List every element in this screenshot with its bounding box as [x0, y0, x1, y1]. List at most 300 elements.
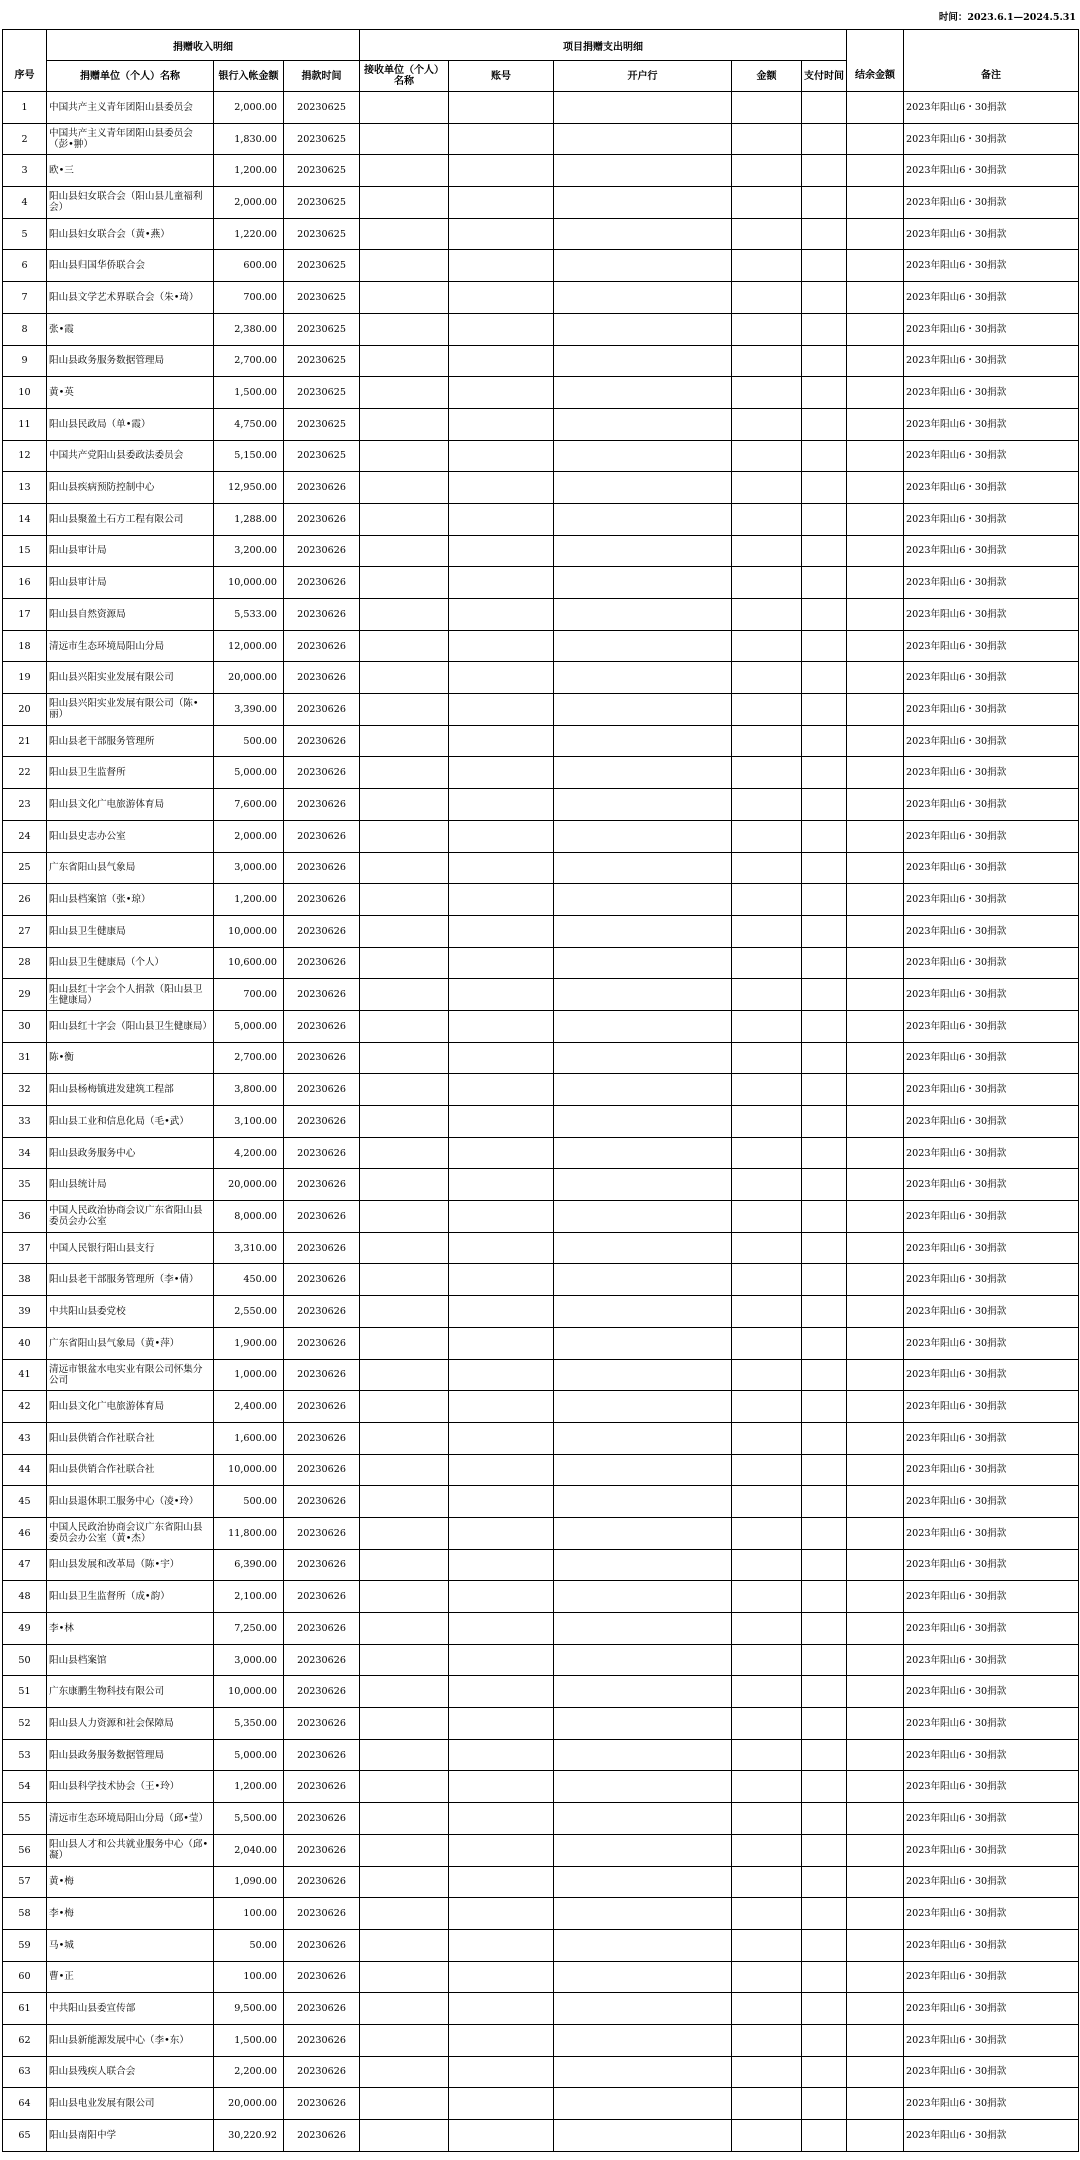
cell-donor: 阳山县档案馆（张•琼）	[47, 884, 214, 916]
cell-date: 20230626	[284, 789, 360, 821]
cell-balance	[847, 789, 904, 821]
cell-seq: 30	[3, 1010, 47, 1042]
cell-note: 2023年阳山6・30捐款	[904, 503, 1079, 535]
cell-amount: 1,090.00	[214, 1866, 284, 1898]
cell-account	[449, 218, 554, 250]
cell-donor: 阳山县政务服务中心	[47, 1137, 214, 1169]
cell-note: 2023年阳山6・30捐款	[904, 820, 1079, 852]
cell-account	[449, 313, 554, 345]
cell-balance	[847, 884, 904, 916]
cell-note: 2023年阳山6・30捐款	[904, 377, 1079, 409]
cell-exp-amount	[732, 1391, 802, 1423]
cell-bank	[554, 2024, 732, 2056]
cell-date: 20230626	[284, 1296, 360, 1328]
cell-amount: 30,220.92	[214, 2120, 284, 2152]
cell-balance	[847, 820, 904, 852]
cell-recipient	[360, 535, 449, 567]
cell-note: 2023年阳山6・30捐款	[904, 1803, 1079, 1835]
cell-seq: 21	[3, 725, 47, 757]
cell-bank	[554, 250, 732, 282]
cell-recipient	[360, 1391, 449, 1423]
cell-pay-time	[802, 1391, 847, 1423]
cell-account	[449, 789, 554, 821]
donation-sheet	[2, 6, 1078, 2152]
cell-donor: 阳山县兴阳实业发展有限公司（陈•丽）	[47, 694, 214, 726]
cell-balance	[847, 1232, 904, 1264]
cell-balance	[847, 757, 904, 789]
cell-balance	[847, 1359, 904, 1391]
cell-seq: 32	[3, 1074, 47, 1106]
cell-date: 20230626	[284, 1486, 360, 1518]
cell-pay-time	[802, 1359, 847, 1391]
cell-amount: 2,700.00	[214, 1042, 284, 1074]
cell-seq: 17	[3, 599, 47, 631]
cell-bank	[554, 282, 732, 314]
cell-recipient	[360, 757, 449, 789]
cell-date: 20230626	[284, 1359, 360, 1391]
cell-amount: 100.00	[214, 1898, 284, 1930]
cell-seq: 41	[3, 1359, 47, 1391]
cell-bank	[554, 1644, 732, 1676]
cell-balance	[847, 630, 904, 662]
cell-seq: 29	[3, 979, 47, 1011]
cell-amount: 1,200.00	[214, 155, 284, 187]
cell-seq: 23	[3, 789, 47, 821]
cell-amount: 12,000.00	[214, 630, 284, 662]
cell-recipient	[360, 1613, 449, 1645]
cell-account	[449, 1042, 554, 1074]
cell-seq: 49	[3, 1613, 47, 1645]
cell-note: 2023年阳山6・30捐款	[904, 915, 1079, 947]
cell-pay-time	[802, 1010, 847, 1042]
table-row	[3, 567, 1079, 599]
cell-note: 2023年阳山6・30捐款	[904, 313, 1079, 345]
cell-seq: 8	[3, 313, 47, 345]
cell-exp-amount	[732, 2056, 802, 2088]
cell-amount: 2,200.00	[214, 2056, 284, 2088]
table-row	[3, 1454, 1079, 1486]
cell-amount: 5,000.00	[214, 1010, 284, 1042]
cell-seq: 13	[3, 472, 47, 504]
cell-amount: 1,600.00	[214, 1422, 284, 1454]
cell-exp-amount	[732, 1929, 802, 1961]
cell-date: 20230625	[284, 250, 360, 282]
cell-bank	[554, 1010, 732, 1042]
cell-amount: 12,950.00	[214, 472, 284, 504]
table-row	[3, 1296, 1079, 1328]
cell-note: 2023年阳山6・30捐款	[904, 757, 1079, 789]
cell-seq: 48	[3, 1581, 47, 1613]
cell-donor: 中国共产主义青年团阳山县委员会	[47, 92, 214, 124]
cell-note: 2023年阳山6・30捐款	[904, 852, 1079, 884]
cell-amount: 500.00	[214, 725, 284, 757]
cell-seq: 3	[3, 155, 47, 187]
cell-donor: 阳山县退休职工服务中心（凌•玲）	[47, 1486, 214, 1518]
table-row	[3, 187, 1079, 219]
cell-amount: 5,150.00	[214, 440, 284, 472]
cell-date: 20230626	[284, 1549, 360, 1581]
cell-date: 20230626	[284, 915, 360, 947]
cell-bank	[554, 630, 732, 662]
cell-seq: 9	[3, 345, 47, 377]
cell-note: 2023年阳山6・30捐款	[904, 123, 1079, 155]
cell-recipient	[360, 155, 449, 187]
cell-seq: 34	[3, 1137, 47, 1169]
cell-donor: 中国人民政治协商会议广东省阳山县委员会办公室（黄•杰）	[47, 1517, 214, 1549]
cell-seq: 19	[3, 662, 47, 694]
cell-pay-time	[802, 250, 847, 282]
cell-balance	[847, 567, 904, 599]
cell-exp-amount	[732, 250, 802, 282]
cell-bank	[554, 1201, 732, 1233]
cell-seq: 12	[3, 440, 47, 472]
cell-donor: 阳山县自然资源局	[47, 599, 214, 631]
cell-exp-amount	[732, 218, 802, 250]
cell-seq: 10	[3, 377, 47, 409]
cell-account	[449, 2088, 554, 2120]
table-row	[3, 1708, 1079, 1740]
cell-balance	[847, 1708, 904, 1740]
cell-donor: 中国人民银行阳山县支行	[47, 1232, 214, 1264]
cell-amount: 7,250.00	[214, 1613, 284, 1645]
cell-amount: 5,000.00	[214, 757, 284, 789]
cell-exp-amount	[732, 1106, 802, 1138]
cell-note: 2023年阳山6・30捐款	[904, 282, 1079, 314]
cell-amount: 1,200.00	[214, 1771, 284, 1803]
cell-exp-amount	[732, 820, 802, 852]
cell-bank	[554, 1803, 732, 1835]
cell-exp-amount	[732, 472, 802, 504]
cell-recipient	[360, 1454, 449, 1486]
cell-donor: 阳山县统计局	[47, 1169, 214, 1201]
cell-note: 2023年阳山6・30捐款	[904, 2056, 1079, 2088]
cell-account	[449, 820, 554, 852]
table-body	[3, 92, 1079, 2152]
cell-account	[449, 123, 554, 155]
cell-balance	[847, 1264, 904, 1296]
cell-account	[449, 884, 554, 916]
cell-donor: 中国共产党阳山县委政法委员会	[47, 440, 214, 472]
table-row	[3, 123, 1079, 155]
cell-pay-time	[802, 1803, 847, 1835]
cell-donor: 阳山县妇女联合会（阳山县儿童福利会）	[47, 187, 214, 219]
cell-balance	[847, 1929, 904, 1961]
cell-pay-time	[802, 789, 847, 821]
cell-donor: 阳山县聚盈土石方工程有限公司	[47, 503, 214, 535]
cell-balance	[847, 408, 904, 440]
cell-date: 20230626	[284, 1771, 360, 1803]
cell-amount: 1,830.00	[214, 123, 284, 155]
table-row	[3, 757, 1079, 789]
cell-exp-amount	[732, 1296, 802, 1328]
cell-exp-amount	[732, 567, 802, 599]
cell-amount: 1,200.00	[214, 884, 284, 916]
cell-amount: 5,533.00	[214, 599, 284, 631]
cell-note: 2023年阳山6・30捐款	[904, 187, 1079, 219]
cell-seq: 57	[3, 1866, 47, 1898]
cell-bank	[554, 535, 732, 567]
cell-exp-amount	[732, 789, 802, 821]
cell-seq: 61	[3, 1993, 47, 2025]
table-row	[3, 377, 1079, 409]
cell-balance	[847, 123, 904, 155]
cell-balance	[847, 472, 904, 504]
cell-recipient	[360, 1898, 449, 1930]
cell-date: 20230626	[284, 1898, 360, 1930]
cell-date: 20230626	[284, 1517, 360, 1549]
cell-bank	[554, 1613, 732, 1645]
cell-account	[449, 535, 554, 567]
cell-donor: 阳山县人才和公共就业服务中心（邱•凝）	[47, 1834, 214, 1866]
time-range-label: 时间：2023.6.1—2024.5.31	[938, 12, 1076, 23]
table-row	[3, 1644, 1079, 1676]
cell-pay-time	[802, 662, 847, 694]
cell-account	[449, 345, 554, 377]
cell-bank	[554, 155, 732, 187]
table-row	[3, 250, 1079, 282]
cell-donor: 阳山县老干部服务管理所（李•倩）	[47, 1264, 214, 1296]
cell-bank	[554, 1676, 732, 1708]
cell-bank	[554, 725, 732, 757]
cell-bank	[554, 1232, 732, 1264]
cell-bank	[554, 820, 732, 852]
cell-donor: 阳山县发展和改革局（陈•宇）	[47, 1549, 214, 1581]
cell-note: 2023年阳山6・30捐款	[904, 1517, 1079, 1549]
cell-balance	[847, 440, 904, 472]
cell-bank	[554, 2056, 732, 2088]
cell-bank	[554, 1898, 732, 1930]
cell-bank	[554, 1834, 732, 1866]
cell-recipient	[360, 1201, 449, 1233]
header-blank-note	[904, 30, 1079, 61]
cell-amount: 11,800.00	[214, 1517, 284, 1549]
cell-amount: 4,750.00	[214, 408, 284, 440]
cell-recipient	[360, 1581, 449, 1613]
cell-account	[449, 1486, 554, 1518]
table-row	[3, 1042, 1079, 1074]
cell-donor: 李•梅	[47, 1898, 214, 1930]
cell-recipient	[360, 377, 449, 409]
cell-exp-amount	[732, 1739, 802, 1771]
cell-pay-time	[802, 377, 847, 409]
cell-note: 2023年阳山6・30捐款	[904, 1137, 1079, 1169]
cell-date: 20230626	[284, 1391, 360, 1423]
cell-seq: 47	[3, 1549, 47, 1581]
cell-bank	[554, 694, 732, 726]
cell-note: 2023年阳山6・30捐款	[904, 1201, 1079, 1233]
cell-seq: 2	[3, 123, 47, 155]
cell-amount: 10,000.00	[214, 1676, 284, 1708]
cell-balance	[847, 1296, 904, 1328]
cell-date: 20230626	[284, 599, 360, 631]
cell-amount: 2,380.00	[214, 313, 284, 345]
cell-note: 2023年阳山6・30捐款	[904, 1106, 1079, 1138]
cell-date: 20230625	[284, 187, 360, 219]
cell-donor: 陈•衡	[47, 1042, 214, 1074]
cell-exp-amount	[732, 1803, 802, 1835]
cell-amount: 1,500.00	[214, 2024, 284, 2056]
table-row	[3, 1993, 1079, 2025]
cell-date: 20230626	[284, 725, 360, 757]
cell-recipient	[360, 1549, 449, 1581]
cell-donor: 广东省阳山县气象局（黄•萍）	[47, 1327, 214, 1359]
cell-recipient	[360, 187, 449, 219]
header-seq: 序号	[3, 61, 47, 92]
cell-pay-time	[802, 1898, 847, 1930]
cell-recipient	[360, 630, 449, 662]
cell-recipient	[360, 218, 449, 250]
cell-seq: 11	[3, 408, 47, 440]
header-group-expense: 项目捐赠支出明细	[360, 30, 847, 61]
cell-bank	[554, 472, 732, 504]
cell-note: 2023年阳山6・30捐款	[904, 1264, 1079, 1296]
cell-date: 20230626	[284, 535, 360, 567]
cell-seq: 52	[3, 1708, 47, 1740]
cell-date: 20230626	[284, 1074, 360, 1106]
cell-pay-time	[802, 1264, 847, 1296]
table-row	[3, 1866, 1079, 1898]
cell-recipient	[360, 947, 449, 979]
cell-donor: 清远市生态环境局阳山分局（邱•莹）	[47, 1803, 214, 1835]
cell-seq: 56	[3, 1834, 47, 1866]
cell-note: 2023年阳山6・30捐款	[904, 1296, 1079, 1328]
cell-date: 20230626	[284, 852, 360, 884]
cell-exp-amount	[732, 1327, 802, 1359]
cell-donor: 阳山县审计局	[47, 535, 214, 567]
cell-exp-amount	[732, 1232, 802, 1264]
cell-balance	[847, 1327, 904, 1359]
table-header	[3, 30, 1079, 92]
cell-exp-amount	[732, 662, 802, 694]
cell-amount: 2,550.00	[214, 1296, 284, 1328]
cell-recipient	[360, 1739, 449, 1771]
header-blank-balance	[847, 30, 904, 61]
cell-date: 20230626	[284, 1739, 360, 1771]
cell-account	[449, 1327, 554, 1359]
table-row	[3, 599, 1079, 631]
cell-pay-time	[802, 820, 847, 852]
cell-balance	[847, 694, 904, 726]
cell-seq: 5	[3, 218, 47, 250]
cell-note: 2023年阳山6・30捐款	[904, 92, 1079, 124]
cell-bank	[554, 187, 732, 219]
cell-date: 20230626	[284, 1613, 360, 1645]
cell-recipient	[360, 1106, 449, 1138]
cell-recipient	[360, 123, 449, 155]
cell-seq: 36	[3, 1201, 47, 1233]
cell-account	[449, 1708, 554, 1740]
cell-account	[449, 947, 554, 979]
cell-note: 2023年阳山6・30捐款	[904, 2024, 1079, 2056]
cell-seq: 64	[3, 2088, 47, 2120]
cell-exp-amount	[732, 2088, 802, 2120]
cell-bank	[554, 1391, 732, 1423]
cell-pay-time	[802, 1042, 847, 1074]
cell-pay-time	[802, 2024, 847, 2056]
cell-donor: 阳山县疾病预防控制中心	[47, 472, 214, 504]
cell-account	[449, 408, 554, 440]
cell-date: 20230626	[284, 1803, 360, 1835]
cell-note: 2023年阳山6・30捐款	[904, 694, 1079, 726]
donation-table	[2, 29, 1079, 2152]
cell-recipient	[360, 282, 449, 314]
cell-note: 2023年阳山6・30捐款	[904, 1961, 1079, 1993]
cell-amount: 8,000.00	[214, 1201, 284, 1233]
cell-note: 2023年阳山6・30捐款	[904, 155, 1079, 187]
cell-seq: 46	[3, 1517, 47, 1549]
cell-exp-amount	[732, 1613, 802, 1645]
cell-note: 2023年阳山6・30捐款	[904, 1042, 1079, 1074]
cell-recipient	[360, 1676, 449, 1708]
cell-amount: 500.00	[214, 1486, 284, 1518]
cell-recipient	[360, 1486, 449, 1518]
cell-bank	[554, 662, 732, 694]
cell-pay-time	[802, 282, 847, 314]
cell-exp-amount	[732, 947, 802, 979]
cell-balance	[847, 282, 904, 314]
cell-seq: 43	[3, 1422, 47, 1454]
cell-balance	[847, 1771, 904, 1803]
cell-recipient	[360, 884, 449, 916]
cell-balance	[847, 2120, 904, 2152]
cell-balance	[847, 1517, 904, 1549]
cell-date: 20230626	[284, 1327, 360, 1359]
cell-note: 2023年阳山6・30捐款	[904, 1486, 1079, 1518]
cell-account	[449, 1296, 554, 1328]
cell-amount: 2,700.00	[214, 345, 284, 377]
cell-date: 20230626	[284, 1581, 360, 1613]
cell-balance	[847, 1486, 904, 1518]
cell-bank	[554, 1359, 732, 1391]
table-row	[3, 1074, 1079, 1106]
cell-bank	[554, 1581, 732, 1613]
cell-pay-time	[802, 757, 847, 789]
cell-account	[449, 440, 554, 472]
header-exp-amount: 金额	[732, 61, 802, 92]
table-row	[3, 820, 1079, 852]
header-group-income: 捐赠收入明细	[47, 30, 360, 61]
cell-donor: 阳山县档案馆	[47, 1644, 214, 1676]
cell-pay-time	[802, 408, 847, 440]
cell-donor: 黄•英	[47, 377, 214, 409]
cell-balance	[847, 1422, 904, 1454]
cell-exp-amount	[732, 2024, 802, 2056]
cell-recipient	[360, 1517, 449, 1549]
cell-bank	[554, 1486, 732, 1518]
cell-date: 20230625	[284, 155, 360, 187]
cell-note: 2023年阳山6・30捐款	[904, 440, 1079, 472]
cell-date: 20230626	[284, 947, 360, 979]
cell-account	[449, 1169, 554, 1201]
cell-recipient	[360, 250, 449, 282]
cell-donor: 阳山县新能源发展中心（李•东）	[47, 2024, 214, 2056]
cell-pay-time	[802, 1929, 847, 1961]
cell-date: 20230626	[284, 472, 360, 504]
cell-bank	[554, 2120, 732, 2152]
cell-exp-amount	[732, 377, 802, 409]
cell-exp-amount	[732, 1644, 802, 1676]
cell-date: 20230626	[284, 1010, 360, 1042]
cell-donor: 阳山县史志办公室	[47, 820, 214, 852]
cell-pay-time	[802, 535, 847, 567]
cell-exp-amount	[732, 1422, 802, 1454]
cell-recipient	[360, 852, 449, 884]
cell-amount: 2,100.00	[214, 1581, 284, 1613]
cell-date: 20230626	[284, 503, 360, 535]
cell-balance	[847, 1613, 904, 1645]
cell-seq: 7	[3, 282, 47, 314]
cell-bank	[554, 1169, 732, 1201]
